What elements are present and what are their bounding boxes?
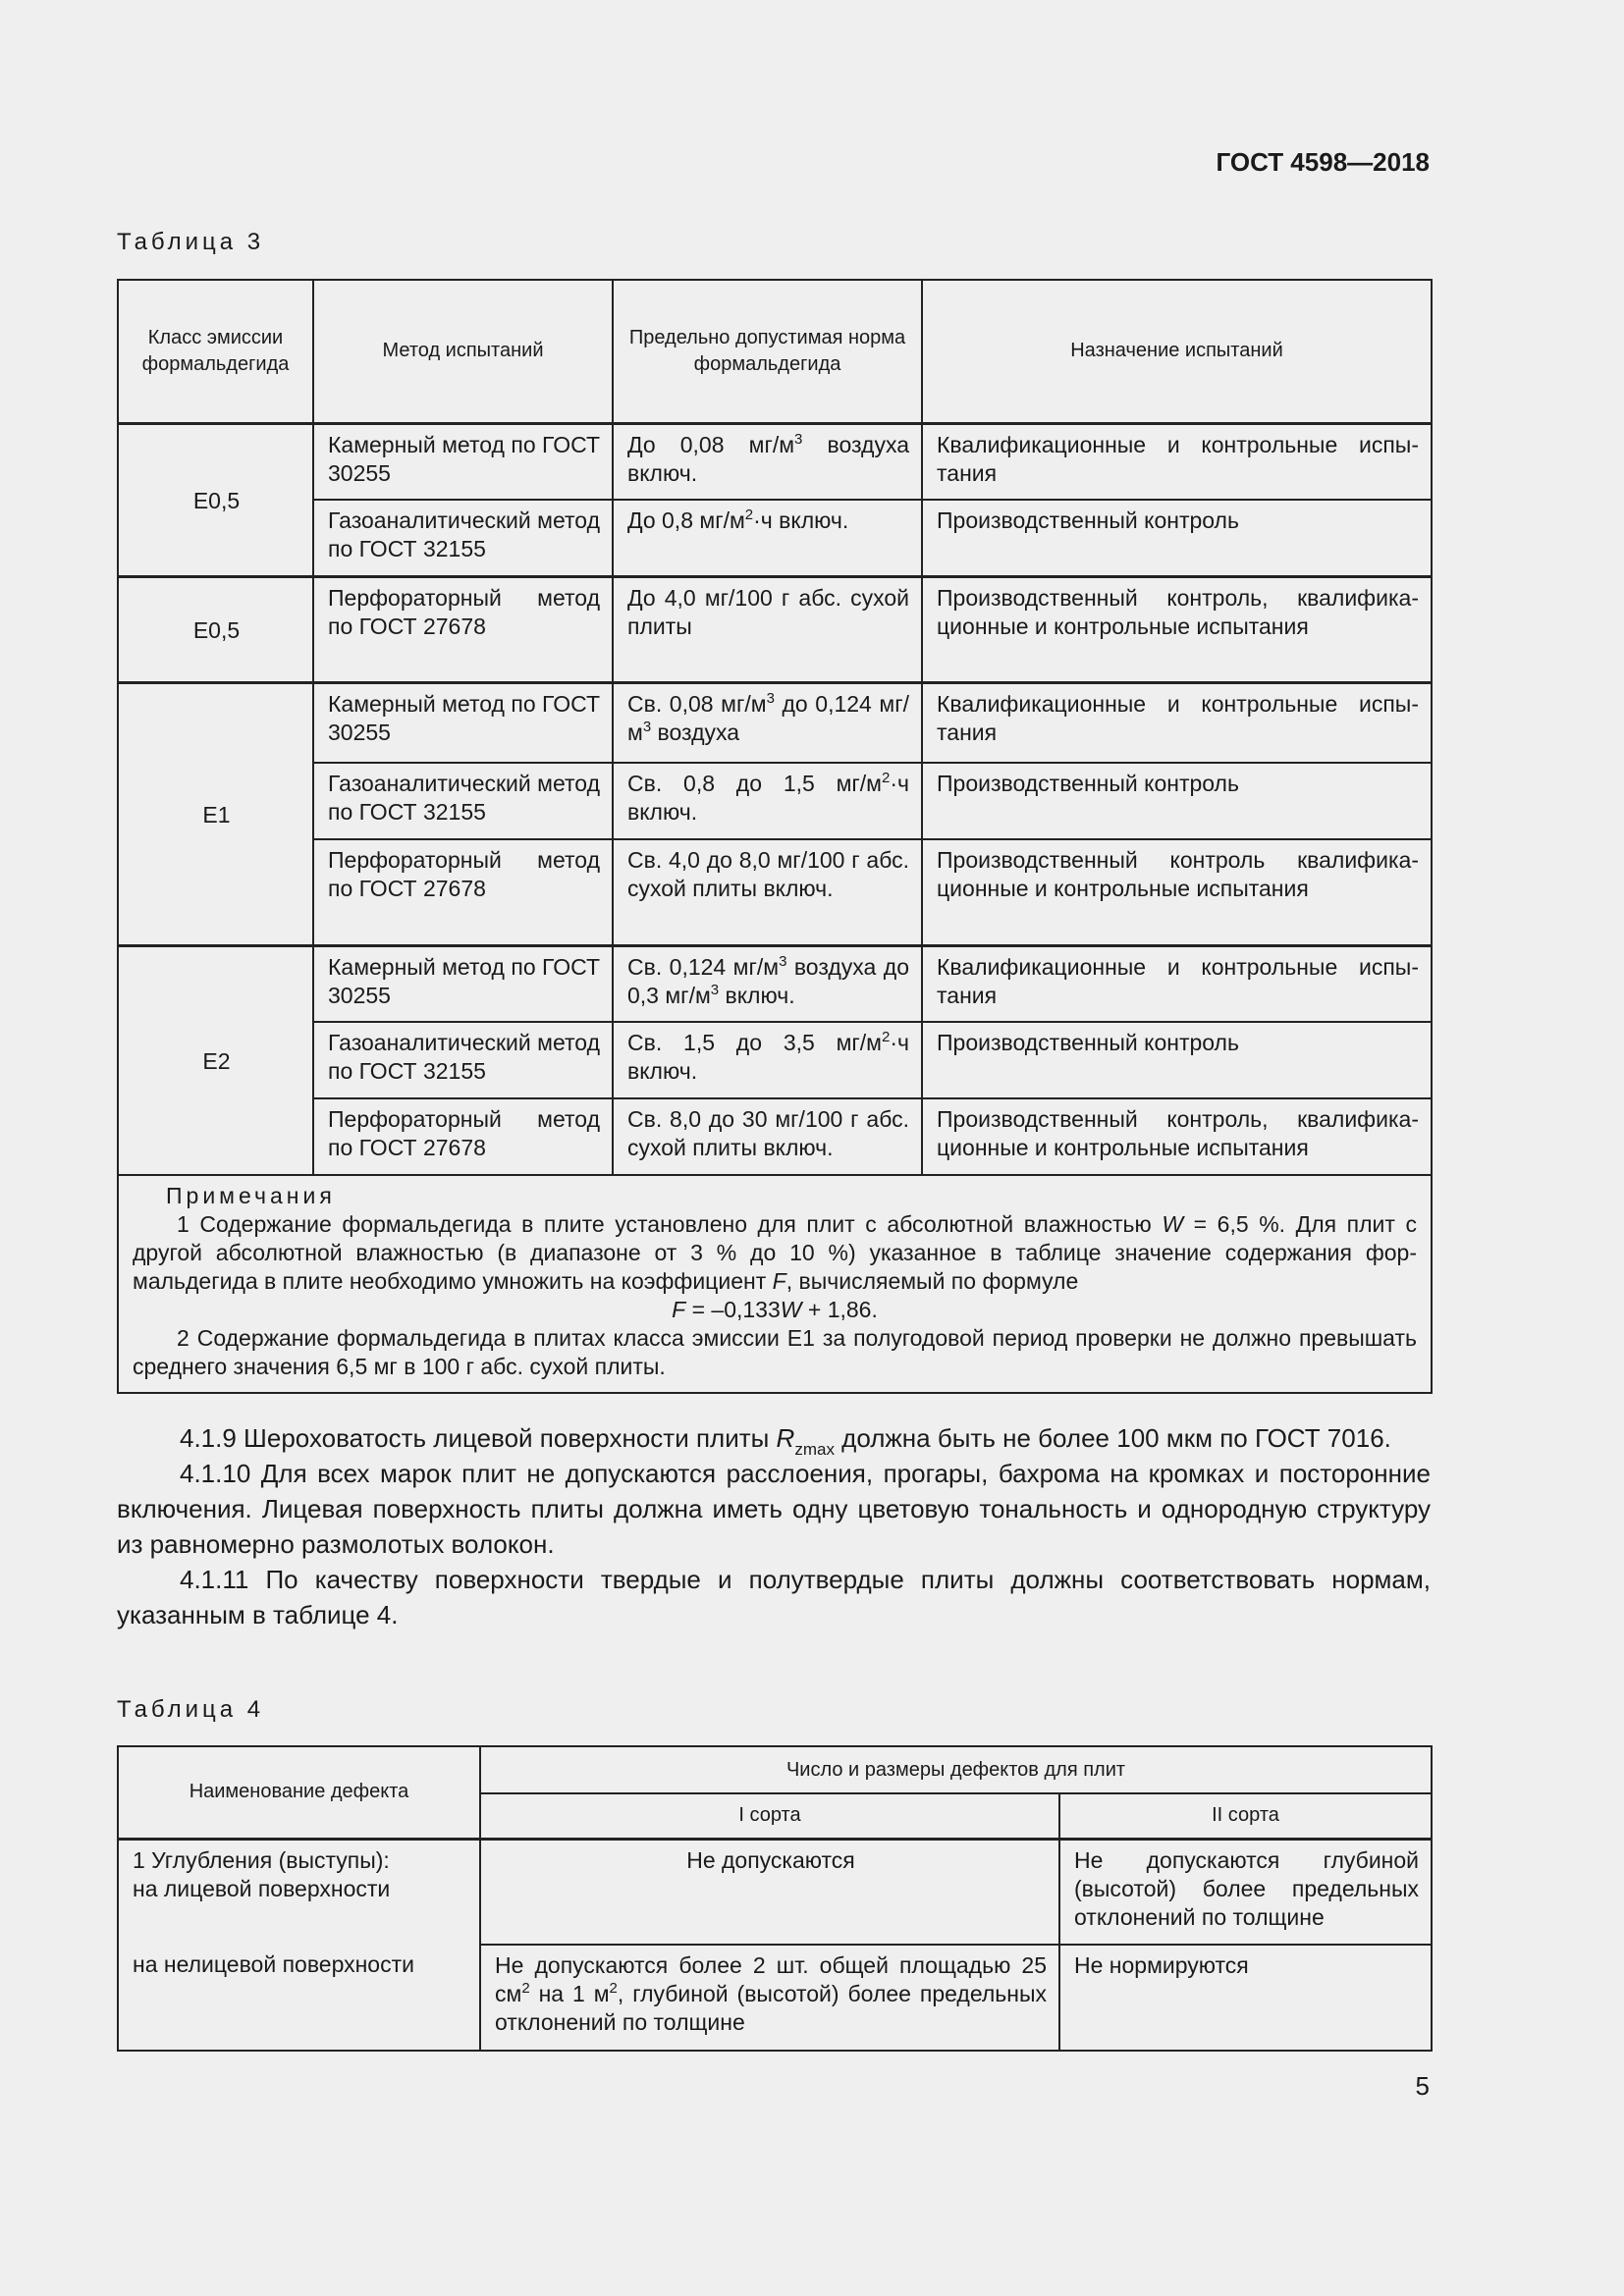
- method-cell: Перфораторный метод по ГОСТ 27678: [313, 839, 613, 945]
- grade-1-cell: Не допускаются более 2 шт. общей площадью 25 $см^2$ на 1 $м^2$, глубиной (высотой) более предельных отклонений по толщине: [480, 1945, 1059, 2051]
- method-cell: Газоаналитический метод по ГОСТ 32155: [313, 763, 613, 839]
- note-2: 2 Содержание формальдегида в плитах класса эмиссии Е1 за полугодовой период проверки не должно превышать среднего значения 6,5 мг в 100 г абс. сухой плиты.: [133, 1325, 1417, 1379]
- method-cell: Газоаналитический метод по ГОСТ 32155: [313, 500, 613, 576]
- header-emission-class: Класс эмиссии формальдегида: [118, 280, 313, 423]
- emission-class-cell: Е0,5: [118, 576, 313, 682]
- header-method: Метод испытаний: [313, 280, 613, 423]
- purpose-cell: Квалификационные и контрольные испытания: [922, 682, 1432, 763]
- table-notes: [118, 1175, 1432, 1393]
- note-1: 1 Содержание формальдегида в плите установлено для плит с абсолютной влажностью W = 6,5 %. Для плит с другой абсолютной влажностью (в диапазоне от 3 % до 10 %) указанное в таблице значение содержания формальдегида в плите необходимо умножить на коэффициент F, вычисляемый по формуле: [133, 1211, 1418, 1294]
- table-row: [118, 423, 1432, 500]
- method-cell: Камерный метод по ГОСТ 30255: [313, 682, 613, 763]
- table-row: [118, 763, 1432, 839]
- table-row: [118, 1022, 1432, 1098]
- norm-cell: Св. 0,8 до 1,5 $мг/м^2\cdot ч$ включ.: [613, 763, 922, 839]
- method-cell: Перфораторный метод по ГОСТ 27678: [313, 576, 613, 682]
- paragraph-4-1-9: 4.1.9 Шероховатость лицевой поверхности плиты $R_{zmax}$ должна быть не более 100 мкм по ГОСТ 7016.: [180, 1423, 1391, 1459]
- header-purpose: Назначение испытаний: [922, 280, 1432, 423]
- purpose-cell: Производственный контроль, квалификационные и контрольные испытания: [922, 1098, 1432, 1175]
- method-cell: Перфораторный метод по ГОСТ 27678: [313, 1098, 613, 1175]
- formula: F = –0,133W + 1,86.: [672, 1297, 878, 1322]
- table-row: [118, 1839, 1432, 1945]
- paragraph-4-1-10: 4.1.10 Для всех марок плит не допускаются расслоения, прогары, бахрома на кромках и посторонние включения. Лицевая поверхность плиты должна иметь одну цветовую тональность и однородную структуру из равномерно размолотых волокон.: [117, 1459, 1431, 1559]
- norm-cell: Св. 0,124 $мг/м^3$ воздуха до 0,3 $мг/м^3$ включ.: [613, 945, 922, 1022]
- emission-class-cell: Е0,5: [118, 423, 313, 576]
- header-norm: Предельно допустимая норма формальдегида: [613, 280, 922, 423]
- norm-cell: Св. 1,5 до 3,5 $мг/м^2\cdot ч$ включ.: [613, 1022, 922, 1098]
- table-row: [118, 500, 1432, 576]
- norm-cell: До 0,8 $мг/м^2\cdot ч$ включ.: [613, 500, 922, 576]
- purpose-cell: Производственный контроль квалификационные и контрольные испытания: [922, 839, 1432, 945]
- table-row: [118, 1098, 1432, 1175]
- norm-cell: Св. 0,08 $мг/м^3$ до 0,124 $мг/м^3$ воздуха: [613, 682, 922, 763]
- notes-row: [118, 1175, 1432, 1393]
- table-4-caption: Таблица 4: [117, 1696, 265, 1723]
- purpose-cell: Квалификационные и контрольные испытания: [922, 423, 1432, 500]
- table-3-caption: Таблица 3: [117, 229, 265, 255]
- table-row: [118, 1945, 1432, 2051]
- purpose-cell: Производственный контроль, квалификационные и контрольные испытания: [922, 576, 1432, 682]
- defect-name-cell: 1 Углубления (выступы): на лицевой поверхности: [118, 1839, 480, 1945]
- norm-cell: Св. 4,0 до 8,0 мг/100 г абс. сухой плиты включ.: [613, 839, 922, 945]
- purpose-cell: Квалификационные и контрольные испытания: [922, 945, 1432, 1022]
- table-row: [118, 682, 1432, 763]
- norm-cell: До 4,0 мг/100 г абс. сухой плиты: [613, 576, 922, 682]
- header-defect-count: Число и размеры дефектов для плит: [480, 1746, 1432, 1793]
- grade-1-cell: Не допускаются: [480, 1839, 1059, 1945]
- header-grade-1: I сорта: [480, 1793, 1059, 1839]
- table-row: [118, 945, 1432, 1022]
- paragraph-4-1-11: 4.1.11 По качеству поверхности твердые и полутвердые плиты должны соответствовать нормам, указанным в таблице 4.: [117, 1565, 1431, 1629]
- grade-2-cell: Не допускаются глубиной (высотой) более предельных отклонений по толщине: [1059, 1839, 1432, 1945]
- document-header: ГОСТ 4598—2018: [1216, 147, 1430, 177]
- body-paragraphs: [117, 1420, 1431, 1632]
- page-number: 5: [1415, 2071, 1430, 2101]
- purpose-cell: Производственный контроль: [922, 1022, 1432, 1098]
- emission-class-cell: Е2: [118, 945, 313, 1175]
- purpose-cell: Производственный контроль: [922, 763, 1432, 839]
- purpose-cell: Производственный контроль: [922, 500, 1432, 576]
- method-cell: Камерный метод по ГОСТ 30255: [313, 423, 613, 500]
- grade-2-cell: Не нормируются: [1059, 1945, 1432, 2051]
- norm-cell: До 0,08 $мг/м^3$ воздуха включ.: [613, 423, 922, 500]
- header-defect: Наименование дефекта: [118, 1746, 480, 1839]
- table-row: [118, 839, 1432, 945]
- table-3: [117, 279, 1433, 1394]
- method-cell: Газоаналитический метод по ГОСТ 32155: [313, 1022, 613, 1098]
- norm-cell: Св. 8,0 до 30 мг/100 г абс. сухой плиты включ.: [613, 1098, 922, 1175]
- method-cell: Камерный метод по ГОСТ 30255: [313, 945, 613, 1022]
- table-4: [117, 1745, 1433, 2052]
- notes-title: Примечания: [166, 1183, 336, 1208]
- emission-class-cell: Е1: [118, 682, 313, 945]
- header-grade-2: II сорта: [1059, 1793, 1432, 1839]
- table-row: [118, 576, 1432, 682]
- defect-name-cell: на нелицевой поверхности: [118, 1945, 480, 2051]
